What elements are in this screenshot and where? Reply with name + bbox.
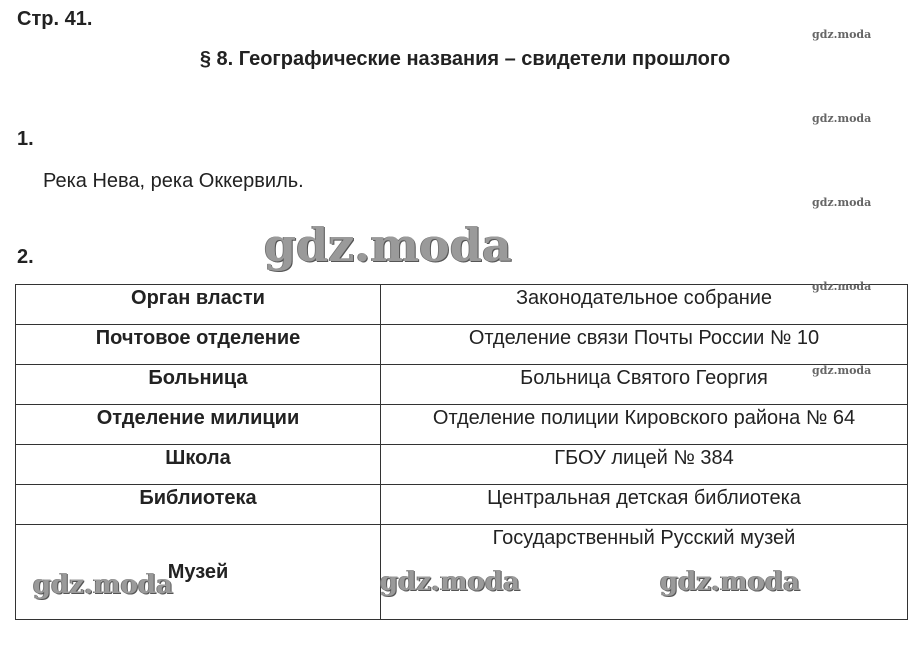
- table-row: [16, 405, 908, 445]
- table-row: [16, 325, 908, 365]
- table-row: [16, 445, 908, 485]
- watermark-small: gdz.moda: [812, 280, 872, 293]
- table-cell-key: Отделение милиции: [16, 405, 381, 445]
- watermark-small: gdz.moda: [812, 364, 872, 377]
- section-title: § 8. Географические названия – свидетели прошлого: [199, 48, 731, 70]
- watermark-small: gdz.moda: [812, 28, 872, 41]
- table-cell-value: Государственный Русский музей: [381, 525, 908, 620]
- page-number: Стр. 41.: [17, 8, 93, 30]
- table-cell-value: Центральная детская библиотека: [381, 485, 908, 525]
- table-cell-value: Отделение связи Почты России № 10: [381, 325, 908, 365]
- table-row: [16, 365, 908, 405]
- watermark-large: gdz.moda: [264, 218, 512, 272]
- table-cell-key: Школа: [16, 445, 381, 485]
- watermark-medium: gdz.moda: [660, 567, 801, 597]
- table-row: [16, 285, 908, 325]
- watermark-small: gdz.moda: [812, 196, 872, 209]
- table-cell-key: Почтовое отделение: [16, 325, 381, 365]
- watermark-medium: gdz.moda: [33, 570, 174, 600]
- table-cell-value: Отделение полиции Кировского района № 64: [381, 405, 908, 445]
- watermark-medium: gdz.moda: [380, 567, 521, 597]
- table-cell-key: Орган власти: [16, 285, 381, 325]
- task-1-answer: Река Нева, река Оккервиль.: [43, 170, 304, 192]
- table-cell-key: Библиотека: [16, 485, 381, 525]
- task-2-number: 2.: [17, 246, 34, 268]
- table-cell-key: Больница: [16, 365, 381, 405]
- task-1-number: 1.: [17, 128, 34, 150]
- watermark-small: gdz.moda: [812, 112, 872, 125]
- table-cell-value: Больница Святого Георгия: [381, 365, 908, 405]
- table-cell-key: Музей: [16, 525, 381, 620]
- table-row: [16, 485, 908, 525]
- table-cell-value: ГБОУ лицей № 384: [381, 445, 908, 485]
- table-cell-value: Законодательное собрание: [381, 285, 908, 325]
